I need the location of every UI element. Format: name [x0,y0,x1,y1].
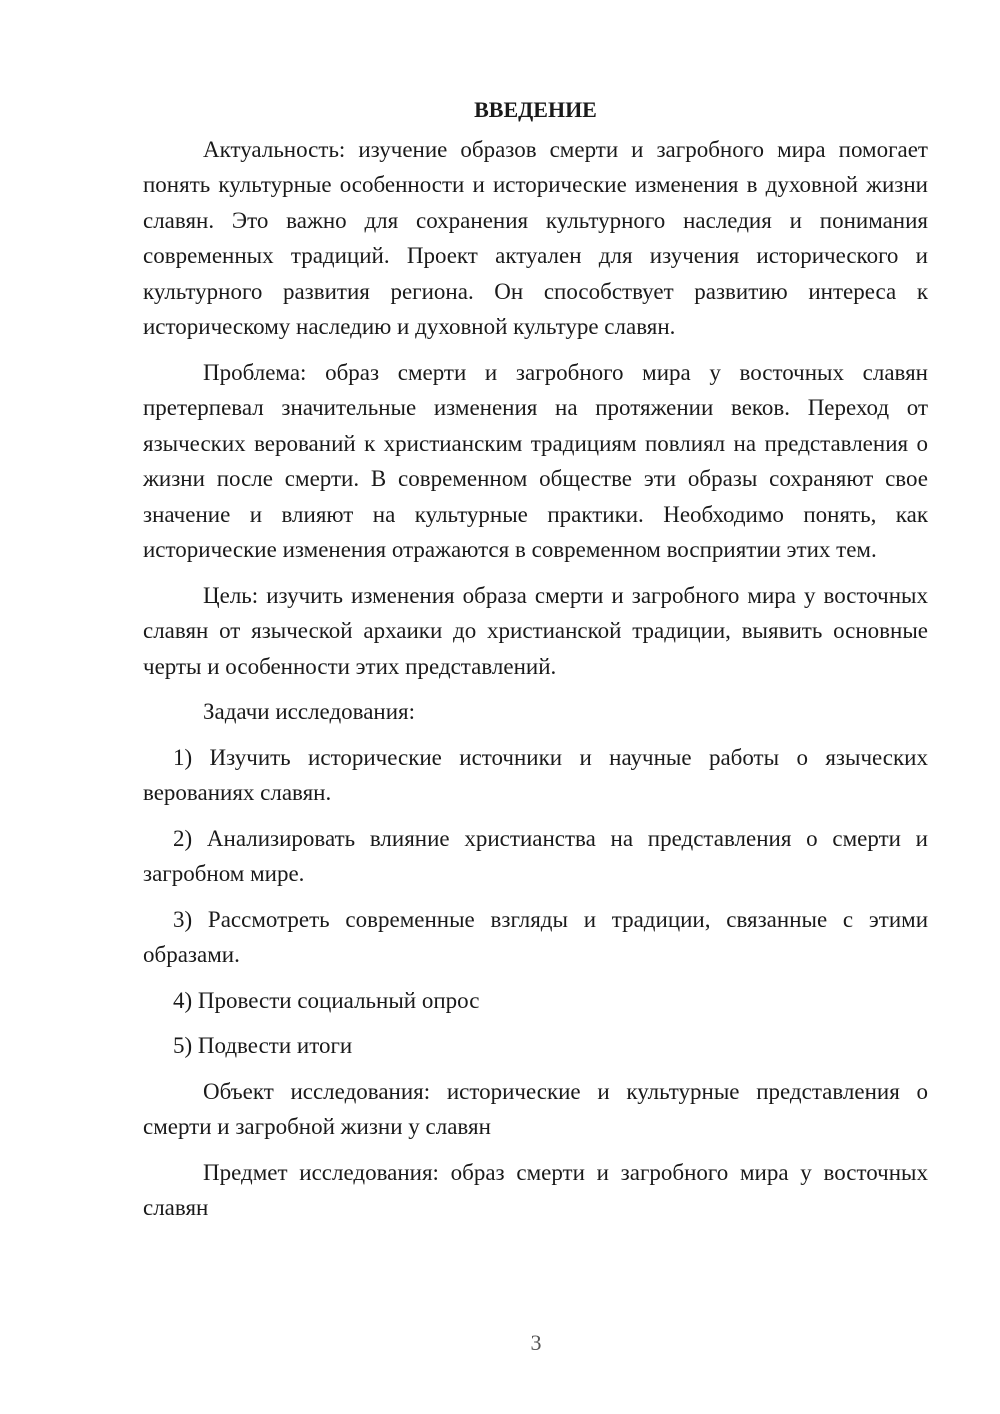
paragraph-subject: Предмет исследования: образ смерти и загробного мира у восточных славян [143,1159,928,1220]
paragraph-goal: Цель: изучить изменения образа смерти и загробного мира у восточных славян от языческой архаики до христианской традиции, выявить основные черты и особенности этих представлений. [143,582,928,679]
paragraph-problem: Проблема: образ смерти и загробного мира у восточных славян претерпевал значительные изменения на протяжении веков. Переход от языческих верований к христианским традициям повлиял на представления о жизни после смерти. В современном обществе эти образы сохраняют свое значение и влияют на культурные практики. Необходимо понять, как исторические изменения отражаются в современном восприятии этих тем. [143,359,928,562]
task-item-5: 5) Подвести итоги [173,1033,353,1058]
paragraph-object: Объект исследования: исторические и культурные представления о смерти и загробной жизни у славян [143,1078,928,1139]
page-number: 3 [530,1330,542,1355]
paragraph-relevance: Актуальность: изучение образов смерти и загробного мира помогает понять культурные особенности и исторические изменения в духовной жизни славян. Это важно для сохранения культурного наследия и понимания современных традиций. Проект актуален для изучения исторического и культурного развития региона. Он способствует развитию интереса к историческому наследию и духовной культуре славян. [143,136,928,339]
tasks-heading: Задачи исследования: [203,699,416,724]
task-item-2: 2) Анализировать влияние христианства на представления о смерти и загробном мире. [143,825,928,886]
page-title: ВВЕДЕНИЕ [474,97,597,122]
page-content [143,92,928,1236]
task-item-1: 1) Изучить исторические источники и научные работы о языческих верованиях славян. [143,744,928,805]
task-item-4: 4) Провести социальный опрос [173,987,480,1013]
task-item-3: 3) Рассмотреть современные взгляды и традиции, связанные с этими образами. [143,906,928,967]
